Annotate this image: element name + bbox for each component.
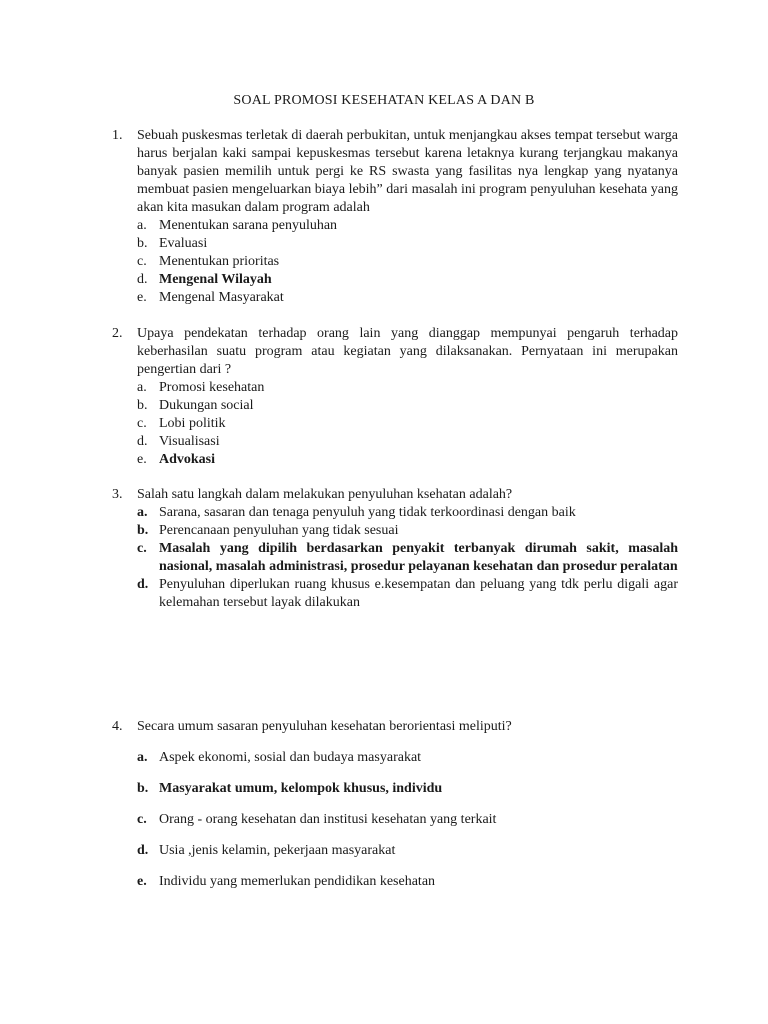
option-list: [137, 217, 678, 307]
page-title: SOAL PROMOSI KESEHATAN KELAS A DAN B: [233, 93, 535, 108]
question-1: [112, 127, 678, 307]
option-letter: a.: [137, 505, 148, 520]
option-item: [137, 397, 678, 415]
option-letter: a.: [137, 218, 147, 233]
question-3: [112, 486, 678, 612]
option-text: Sarana, sasaran dan tenaga penyuluh yang tidak terkoordinasi dengan baik: [159, 505, 576, 520]
question-2: [112, 325, 678, 469]
option-letter: d.: [137, 843, 149, 858]
option-letter: b.: [137, 236, 148, 251]
option-item: [137, 289, 678, 307]
option-item: [137, 433, 678, 451]
option-item: [137, 253, 678, 271]
option-item: [137, 504, 678, 522]
option-text: Promosi kesehatan: [159, 380, 265, 395]
option-list: [137, 749, 678, 891]
option-item-answer: [137, 780, 678, 798]
option-text-answer: Advokasi: [159, 452, 216, 467]
option-item: [137, 217, 678, 235]
question-number: 1.: [112, 128, 123, 143]
option-letter: d.: [137, 434, 148, 449]
option-item-answer: [137, 451, 678, 469]
option-text-answer: Mengenal Wilayah: [159, 272, 272, 287]
option-item: [137, 576, 678, 612]
option-text: Menentukan prioritas: [159, 254, 280, 269]
option-item: [137, 235, 678, 253]
option-text: Usia ,jenis kelamin, pekerjaan masyarakat: [159, 843, 396, 858]
option-item: [137, 522, 678, 540]
option-letter: b.: [137, 398, 148, 413]
option-item: [137, 842, 678, 860]
option-letter: c.: [137, 541, 147, 556]
option-list: [137, 504, 678, 612]
option-letter: a.: [137, 750, 148, 765]
option-text: Dukungan social: [159, 398, 254, 413]
question-number: 3.: [112, 487, 123, 502]
option-list: [137, 379, 678, 469]
option-text: Mengenal Masyarakat: [159, 290, 284, 305]
option-letter: c.: [137, 812, 147, 827]
option-item: [137, 415, 678, 433]
question-text: Salah satu langkah dalam melakukan penyuluhan ksehatan adalah?: [137, 487, 513, 502]
option-letter: d.: [137, 577, 149, 592]
option-text: Lobi politik: [159, 416, 226, 431]
option-text: Penyuluhan diperlukan ruang khusus e.kesempatan dan peluang yang tdk perlu digali agar kelemahan tersebut layak dilakukan: [159, 577, 678, 610]
option-letter: e.: [137, 290, 147, 305]
option-item-answer: [137, 271, 678, 289]
option-item: [137, 379, 678, 397]
option-item: [137, 811, 678, 829]
option-letter: e.: [137, 874, 147, 889]
option-text: Individu yang memerlukan pendidikan kesehatan: [159, 874, 436, 889]
option-letter: b.: [137, 781, 149, 796]
option-text-answer: Masyarakat umum, kelompok khusus, individu: [159, 781, 443, 796]
option-text: Evaluasi: [159, 236, 208, 251]
option-item-answer: [137, 540, 678, 576]
option-item: [137, 873, 678, 891]
option-letter: c.: [137, 416, 147, 431]
option-letter: b.: [137, 523, 149, 538]
option-letter: e.: [137, 452, 147, 467]
question-number: 4.: [112, 719, 123, 734]
option-text: Perencanaan penyuluhan yang tidak sesuai: [159, 523, 399, 538]
option-text: Menentukan sarana penyuluhan: [159, 218, 338, 233]
question-text: Upaya pendekatan terhadap orang lain yang dianggap mempunyai pengaruh terhadap keberhasilan suatu program atau kegiatan yang dilaksanakan. Pernyataan ini merupakan pengertian dari ?: [137, 326, 678, 377]
option-text: Aspek ekonomi, sosial dan budaya masyarakat: [159, 750, 422, 765]
option-text: Orang - orang kesehatan dan institusi kesehatan yang terkait: [159, 812, 497, 827]
option-letter: d.: [137, 272, 148, 287]
option-text: Visualisasi: [159, 434, 220, 449]
option-item: [137, 749, 678, 767]
question-number: 2.: [112, 326, 123, 341]
option-text-answer: Masalah yang dipilih berdasarkan penyakit terbanyak dirumah sakit, masalah nasional, masalah administrasi, prosedur pelayanan kesehatan dan prosedur peralatan: [159, 541, 678, 574]
option-letter: a.: [137, 380, 147, 395]
question-text: Sebuah puskesmas terletak di daerah perbukitan, untuk menjangkau akses tempat tersebut warga harus berjalan kaki sampai kepuskesmas tersebut karena letaknya kurang terjangkau makanya banyak pasien memilih untuk pergi ke RS swasta yang fasilitas nya lengkap yang nyatanya membuat pasien mengeluarkan biaya lebih” dari masalah ini program penyuluhan kesehata yang akan kita masukan dalam program adalah: [137, 128, 678, 215]
question-text: Secara umum sasaran penyuluhan kesehatan berorientasi meliputi?: [137, 719, 512, 734]
option-letter: c.: [137, 254, 147, 269]
question-4: [112, 718, 678, 891]
